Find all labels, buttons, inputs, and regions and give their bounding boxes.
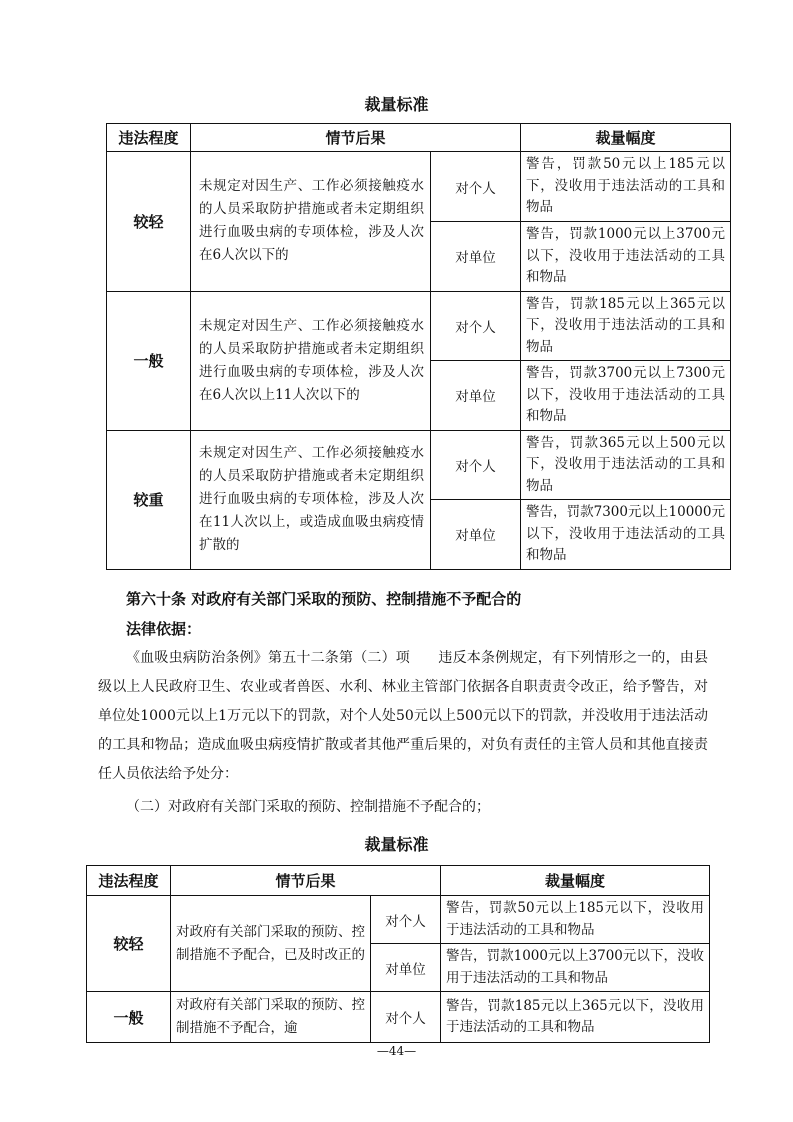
target-cell: 对单位	[371, 944, 441, 992]
header-violation-degree: 违法程度	[87, 866, 171, 896]
target-cell: 对个人	[431, 430, 521, 500]
header-penalty-range: 裁量幅度	[521, 124, 731, 152]
penalty-cell: 警告，罚款185元以上365元以下，没收用于违法活动的工具和物品	[441, 992, 710, 1043]
level-cell: 较重	[107, 430, 191, 569]
table-row	[107, 430, 731, 500]
target-cell: 对个人	[431, 152, 521, 222]
table-row	[87, 992, 710, 1043]
penalty-cell: 警告，罚款365元以上500元以下，没收用于违法活动的工具和物品	[521, 430, 731, 500]
table-header-row	[107, 124, 731, 152]
circumstance-cell: 对政府有关部门采取的预防、控制措施不予配合，逾	[171, 992, 371, 1043]
circumstance-cell: 未规定对因生产、工作必须接触疫水的人员采取防护措施或者未定期组织进行血吸虫病的专项体检，涉及人次在11人次以上，或造成血吸虫病疫情扩散的	[191, 430, 431, 569]
penalty-cell: 警告，罚款3700元以上7300元以下，没收用于违法活动的工具和物品	[521, 361, 731, 431]
table-row	[107, 152, 731, 222]
circumstance-cell: 未规定对因生产、工作必须接触疫水的人员采取防护措施或者未定期组织进行血吸虫病的专项体检，涉及人次在6人次以上11人次以下的	[191, 291, 431, 430]
penalty-cell: 警告，罚款7300元以上10000元以下，没收用于违法活动的工具和物品	[521, 500, 731, 570]
legal-basis-label: 法律依据：	[126, 620, 202, 638]
header-circumstance: 情节后果	[171, 866, 441, 896]
legal-basis-paragraph: 《血吸虫病防治条例》第五十二条第（二）项 违反本条例规定，有下列情形之一的，由县级以上人民政府卫生、农业或者兽医、水利、林业主管部门依据各自职责责令改正，给予警告，对单位处1000元以上1万元以下的罚款，对个人处50元以上500元以下的罚款，并没收用于违法活动的工具和物品；造成血吸虫病疫情扩散或者其他严重后果的，对负有责任的主管人员和其他直接责任人员依法给予处分：	[98, 650, 708, 782]
target-cell: 对个人	[371, 992, 441, 1043]
discretion-table-2	[86, 865, 710, 1043]
circumstance-cell: 对政府有关部门采取的预防、控制措施不予配合，已及时改正的	[171, 896, 371, 992]
table-row	[107, 291, 731, 361]
header-penalty-range: 裁量幅度	[441, 866, 710, 896]
penalty-cell: 警告，罚款1000元以上3700元以下，没收用于违法活动的工具和物品	[521, 222, 731, 292]
article-heading: 第六十条 对政府有关部门采取的预防、控制措施不予配合的	[126, 590, 522, 608]
page-number: —44—	[376, 1044, 417, 1058]
target-cell: 对个人	[371, 896, 441, 944]
header-violation-degree: 违法程度	[107, 124, 191, 152]
table-header-row	[87, 866, 710, 896]
level-cell: 较轻	[87, 896, 171, 992]
penalty-cell: 警告，罚款50元以上185元以下，没收用于违法活动的工具和物品	[441, 896, 710, 944]
table2-title: 裁量标准	[364, 835, 429, 854]
penalty-cell: 警告，罚款185元以上365元以下，没收用于违法活动的工具和物品	[521, 291, 731, 361]
target-cell: 对个人	[431, 291, 521, 361]
level-cell: 一般	[87, 992, 171, 1043]
target-cell: 对单位	[431, 222, 521, 292]
circumstance-cell: 未规定对因生产、工作必须接触疫水的人员采取防护措施或者未定期组织进行血吸虫病的专项体检，涉及人次在6人次以下的	[191, 152, 431, 292]
penalty-cell: 警告，罚款50元以上185元以下，没收用于违法活动的工具和物品	[521, 152, 731, 222]
level-cell: 较轻	[107, 152, 191, 292]
header-circumstance: 情节后果	[191, 124, 521, 152]
target-cell: 对单位	[431, 500, 521, 570]
discretion-table-1	[106, 123, 731, 570]
table-row	[87, 896, 710, 944]
table1-title: 裁量标准	[364, 95, 429, 114]
penalty-cell: 警告，罚款1000元以上3700元以下，没收用于违法活动的工具和物品	[441, 944, 710, 992]
level-cell: 一般	[107, 291, 191, 430]
legal-basis-item: （二）对政府有关部门采取的预防、控制措施不予配合的；	[126, 799, 490, 815]
target-cell: 对单位	[431, 361, 521, 431]
